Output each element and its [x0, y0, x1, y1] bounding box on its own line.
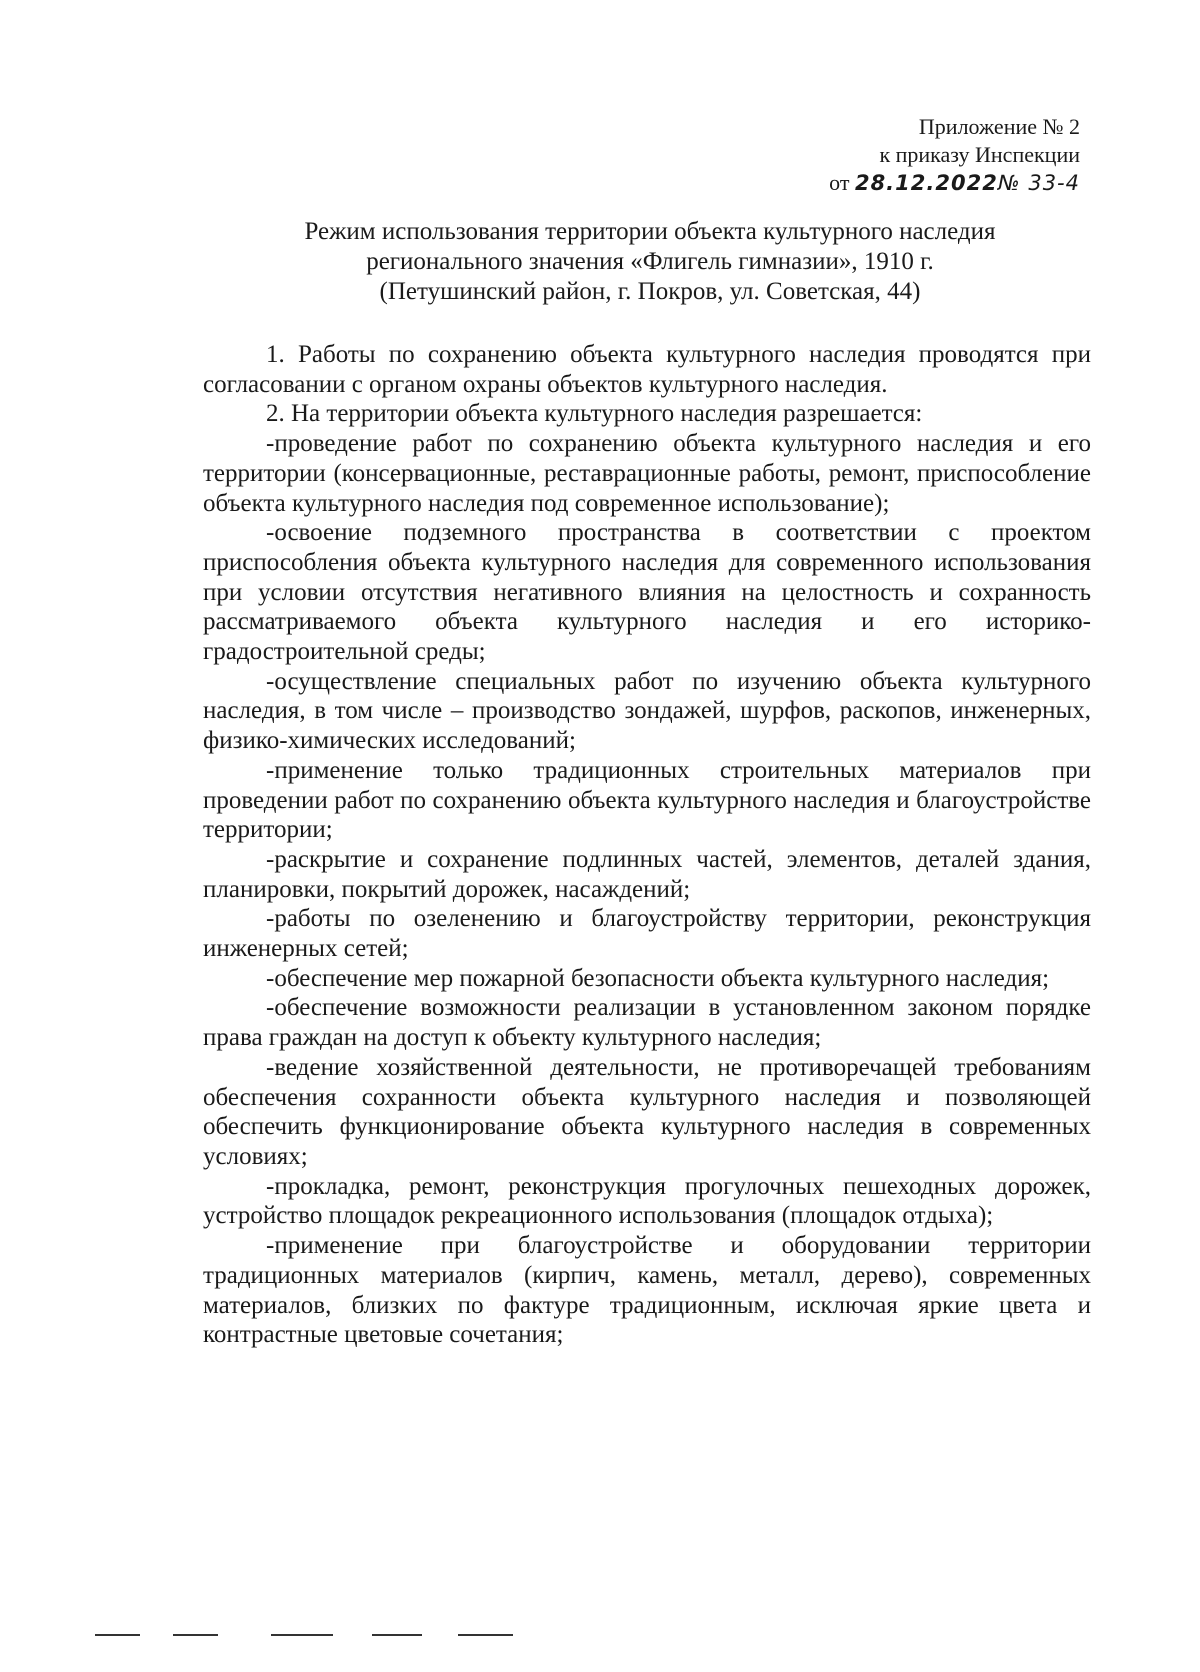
document-body	[203, 340, 1091, 1350]
title-line-1: Режим использования территории объекта культурного наследия	[304, 218, 996, 245]
order-date-line	[780, 169, 1080, 197]
handwritten-date: 28.12.2022	[854, 171, 998, 195]
title-line-3: (Петушинский район, г. Покров, ул. Советская, 44)	[379, 278, 921, 305]
handwritten-order-number: № 33-4	[997, 171, 1080, 195]
title-line-2: регионального значения «Флигель гимназии», 1910 г.	[366, 248, 934, 275]
list-item: -прокладка, ремонт, реконструкция прогулочных пешеходных дорожек, устройство площадок рекреационного использования (площадок отдыха);	[203, 1172, 1091, 1230]
list-item: -проведение работ по сохранению объекта культурного наследия и его территории (консервационные, реставрационные работы, ремонт, приспособление объекта культурного наследия под современное использование);	[203, 430, 1091, 517]
footer-dash-marks	[95, 1634, 535, 1638]
list-item: -ведение хозяйственной деятельности, не противоречащей требованиям обеспечения сохранности объекта культурного наследия и позволяющей обеспечить функционирование объекта культурного наследия в современных условиях;	[203, 1053, 1091, 1170]
list-item: -обеспечение возможности реализации в установленном законом порядке права граждан на доступ к объекту культурного наследия;	[203, 994, 1091, 1052]
paragraph-1: 1. Работы по сохранению объекта культурного наследия проводятся при согласовании с органом охраны объектов культурного наследия.	[203, 341, 1091, 398]
dash-mark	[271, 1634, 333, 1636]
dash-mark	[372, 1634, 422, 1636]
list-item: -освоение подземного пространства в соответствии с проектом приспособления объекта культурного наследия для современного использования при условии отсутствия негативного влияния на целостность и сохранность рассматриваемого объекта культурного наследия и его историко-градостроительной среды;	[203, 519, 1091, 666]
dash-mark	[95, 1634, 140, 1636]
list-item: -применение при благоустройстве и оборудовании территории традиционных материалов (кирпич, камень, металл, дерево), современных материалов, близких по фактуре традиционным, исключая яркие цвета и контрастные цветовые сочетания;	[203, 1232, 1091, 1349]
from-label: от	[829, 170, 850, 195]
list-item: -осуществление специальных работ по изучению объекта культурного наследия, в том числе – производство зондажей, шурфов, раскопов, инженерных, физико-химических исследований;	[203, 667, 1091, 755]
list-item: -применение только традиционных строительных материалов при проведении работ по сохранению объекта культурного наследия и благоустройстве территории;	[203, 756, 1091, 844]
list-item: -работы по озеленению и благоустройству территории, реконструкция инженерных сетей;	[203, 905, 1091, 963]
document-title	[150, 217, 1150, 307]
dash-mark	[458, 1634, 513, 1636]
order-reference: к приказу Инспекции	[879, 142, 1080, 167]
appendix-header	[780, 113, 1080, 197]
appendix-number: Приложение № 2	[918, 114, 1080, 139]
paragraph-2: 2. На территории объекта культурного наследия разрешается:	[266, 400, 923, 428]
dash-mark	[173, 1634, 218, 1636]
list-item: -обеспечение мер пожарной безопасности объекта культурного наследия;	[266, 964, 1050, 992]
list-item: -раскрытие и сохранение подлинных частей, элементов, деталей здания, планировки, покрытий дорожек, насаждений;	[203, 845, 1091, 903]
